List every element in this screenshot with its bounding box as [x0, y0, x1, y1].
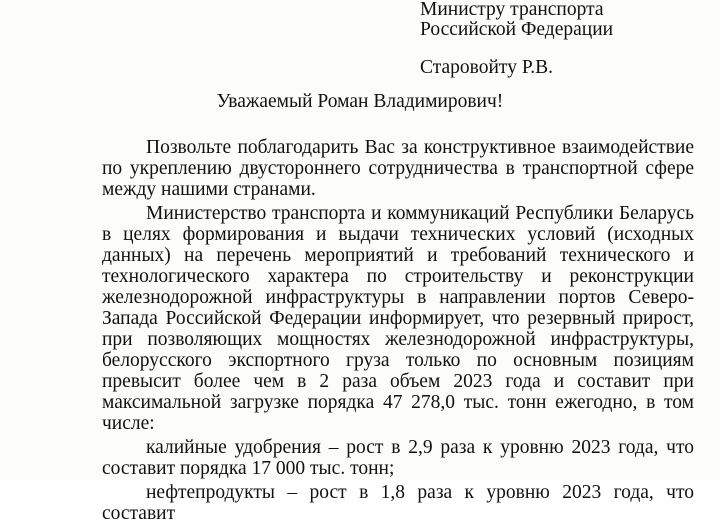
recipient-name: Старовойту Р.В. [420, 57, 553, 78]
paragraph-main: Министерство транспорта и коммуникаций Республики Беларусь в целях формирования и выдачи технических условий (исходных данных) на перечень мероприятий и требований технического и технологического характера по строительству и реконструкции железнодорожной инфраструктуры в направлении портов Северо-Запада Российской Федерации информирует, что резервный прирост, при позволяющих мощностях железнодорожной инфраструктуры, белорусского экспортного груза только по основным позициям превысит более чем в 2 раза объем 2023 года и составит при максимальной загрузке порядка 47 278,0 тыс. тонн ежегодно, в том числе: [102, 203, 694, 434]
recipient-country: Российской Федерации [420, 19, 614, 40]
recipient-title: Министру транспорта [420, 0, 604, 20]
paragraph-potash: калийные удобрения – рост в 2,9 раза к уровню 2023 года, что составит порядка 17 000 тыс. тонн; [102, 437, 694, 479]
recipient-block [420, 0, 613, 78]
paragraph-oil-products: нефтепродукты – рост в 1,8 раза к уровню 2023 года, что составит [102, 482, 694, 524]
salutation: Уважаемый Роман Владимирович! [216, 91, 504, 112]
letter-body [102, 137, 694, 524]
paragraph-thanks: Позвольте поблагодарить Вас за конструктивное взаимодействие по укреплению двустороннего сотрудничества в транспортной сфере между нашими странами. [102, 137, 694, 200]
